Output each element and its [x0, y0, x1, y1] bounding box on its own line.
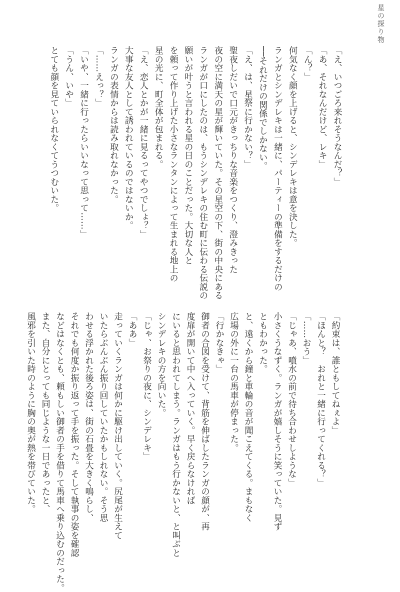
- text-line: 「……えっ？」: [93, 46, 104, 108]
- text-line: 星の光に、町全体が包まれる。: [153, 46, 164, 169]
- text-line: ランガが口にしたのは、もうシンデレキの住む町に伝わる伝説の: [197, 46, 208, 300]
- upper-text-block: [48, 46, 344, 300]
- text-line: シンデレキの方を向いた。: [156, 312, 166, 417]
- text-line: 「ん？」: [302, 46, 313, 81]
- text-line: などはなくとも、頼もしい御者の手を借りて馬車へ乗り込むのだった。: [54, 312, 65, 592]
- text-line: 「ほんと？ おれと一緒に行ってくれる？」: [315, 312, 326, 487]
- lower-text-block: [25, 312, 342, 592]
- text-line: 「え、恋人とかが一緒に見るってやつでしょ？」: [138, 46, 149, 239]
- text-line: ともわかった。: [257, 312, 268, 374]
- text-line: ランガの表情からは読み取れなかった。: [108, 46, 119, 204]
- text-line: 「じゃあ、噴水の前で待ち合わせしような」: [286, 312, 297, 487]
- text-line: 「え、いつごろ来れそうなんだ？」: [332, 46, 342, 186]
- text-line: 聖夜しだいで口元がきっちりな音楽をつくり、澄みきった: [227, 46, 238, 274]
- text-line: 「あ、それなんだけど、レキ」: [317, 46, 328, 169]
- text-line: 「行かなきゃ」: [214, 312, 224, 374]
- text-line: 願いが叶うと言われる星の日のことだった。大切な人と: [182, 46, 193, 265]
- text-line: 「約束は、誰ともしてねぇよ」: [330, 312, 340, 435]
- text-line: 「……おう」: [301, 312, 311, 365]
- text-line: 「じゃ、お祭りの夜に、シンデレキ」: [141, 312, 152, 461]
- text-line: 走っていくランガは何かに駆け出していく。尻尾が生えて: [112, 312, 123, 540]
- running-header: 星の探り物: [377, 4, 385, 44]
- text-line: わせる浮かれた後ろ姿は、街の石畳を大きく鳴らし、: [83, 312, 94, 522]
- text-line: 「うん、いや」: [63, 46, 74, 108]
- text-line: 「え、は、星祭に行かない？」: [242, 46, 253, 169]
- text-line: また、自分にとっても同じような一日であったと、: [40, 312, 50, 514]
- text-line: 夜の空に満天の星が輝いていた。その星空の下、街の中央にある: [212, 46, 223, 300]
- text-line: とても顔を見ていられなくてうつむいた。: [48, 46, 59, 213]
- text-line: 広場の外に一台の馬車が停まった。: [228, 312, 239, 452]
- text-line: ランガとシンデレキは一緒に、パーティーの準備をするだけの: [272, 46, 283, 291]
- text-line: と、遠くから鐘と車輪の音が聞こえてくる。まもなく: [243, 312, 253, 522]
- text-line: 大事な友人として誘われているのではないか。: [123, 46, 134, 230]
- text-line: 何気なく顔を上げると、シンデレキは意を決した。: [287, 46, 298, 248]
- text-line: を頼って作り上げた小さなランタンによって生まれる地上の: [168, 46, 179, 283]
- text-line: 小さくうなずく。ランガが嬉しそうに笑っていた。見ず: [272, 312, 282, 531]
- text-line: 御者の合図を受けて、背筋を伸ばしたランガの顔が、再: [199, 312, 210, 531]
- text-line: にいると思われてしまう。ランガはもう行かないと、と叫ぶと: [170, 312, 181, 557]
- text-line: 度扉が開いて中へ入っていく。早く戻らなければ: [185, 312, 195, 505]
- text-line: 「いや、一緒に行ったらいいなって思って……」: [78, 46, 89, 239]
- text-line: それでも何度か振り返って手を振った。そして執事の姿を確認: [69, 312, 79, 557]
- text-line: いたらぶんぶん振り回していたかもしれない。そう思: [98, 312, 108, 522]
- text-line: 風邪を引いた時のように胸の奥が熱を帯びていた。: [25, 312, 36, 514]
- text-line: 「ああ」: [127, 312, 137, 347]
- text-line: ──それだけの関係でしかない。: [257, 46, 268, 171]
